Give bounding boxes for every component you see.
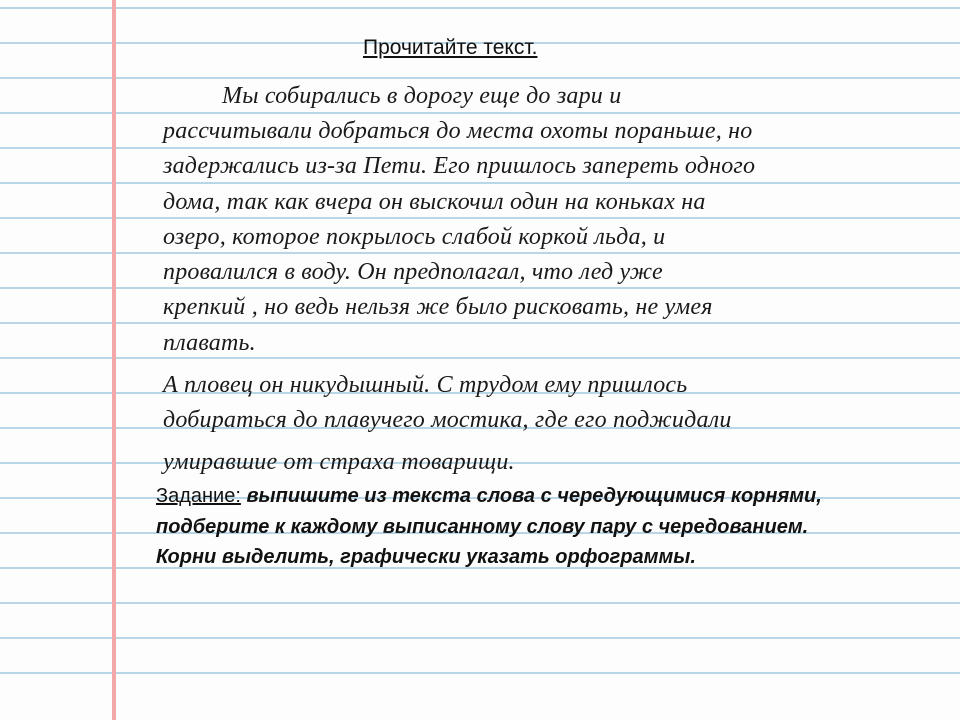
text-line: озеро, которое покрылось слабой коркой льда, и — [163, 224, 666, 250]
text-line: Мы собирались в дорогу еще до зари и — [222, 83, 622, 109]
text-line: задержались из-за Пети. Его пришлось запереть одного — [163, 153, 756, 179]
page-title: Прочитайте текст. — [363, 36, 538, 59]
text-line: умиравшие от страха товарищи. — [163, 449, 515, 475]
text-line: рассчитывали добраться до места охоты пораньше, но — [163, 118, 753, 144]
task-text: выпишите из текста слова с чередующимися корнями, — [240, 485, 822, 507]
text-line: А пловец он никудышный. С трудом ему пришлось — [163, 372, 688, 398]
text-line: добираться до плавучего мостика, где его поджидали — [163, 407, 732, 433]
text-line: плавать. — [163, 330, 256, 356]
task-line: подберите к каждому выписанному слову пару с чередованием. — [156, 516, 809, 538]
text-line: провалился в воду. Он предполагал, что лед уже — [163, 259, 663, 285]
margin-line — [112, 0, 116, 720]
task-label: Задание: — [156, 485, 241, 507]
task-line — [156, 485, 822, 508]
text-line: дома, так как вчера он выскочил один на коньках на — [163, 189, 706, 215]
text-line: крепкий , но ведь нельзя же было рисковать, не умея — [163, 294, 713, 320]
task-line: Корни выделить, графически указать орфограммы. — [156, 546, 696, 568]
